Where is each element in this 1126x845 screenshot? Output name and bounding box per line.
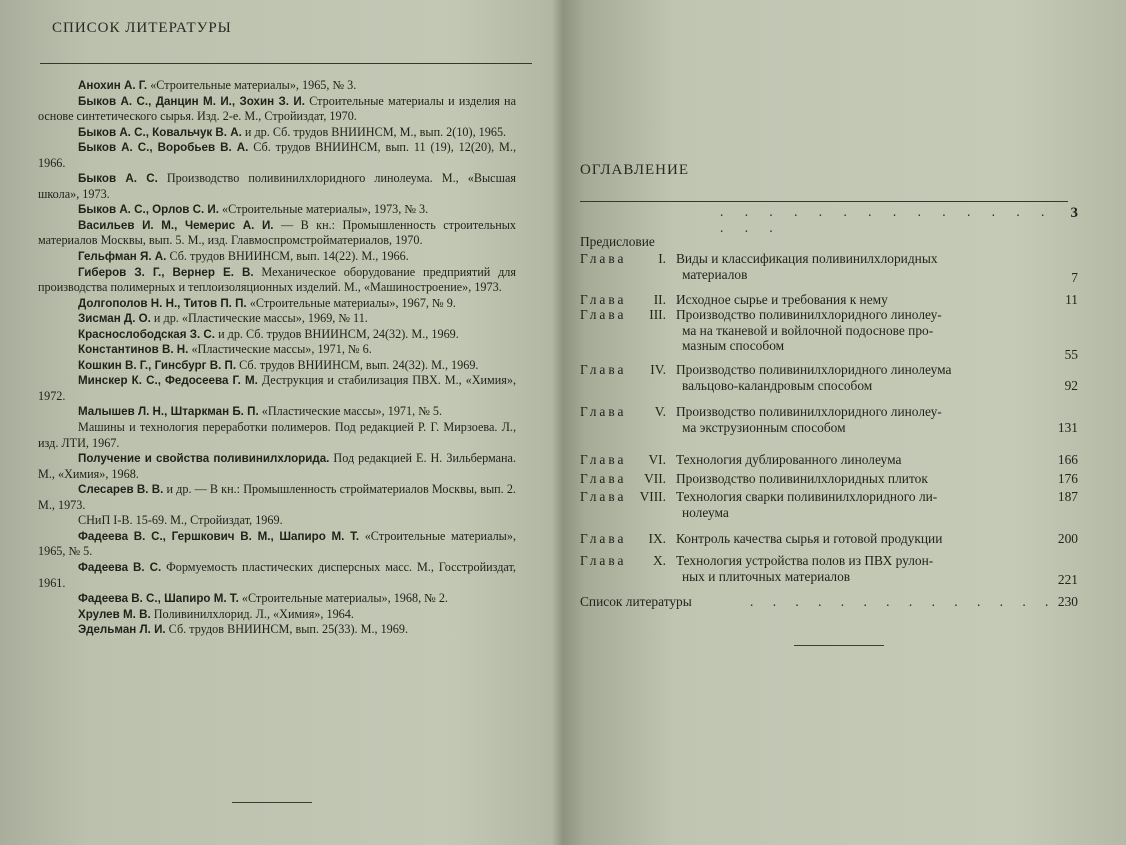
toc-chapter-word: Глава (580, 292, 627, 307)
bibliography-entry (38, 249, 516, 265)
toc-chapter-title-line: Технология устройства полов из ПВХ рулон- (676, 553, 934, 568)
toc-chapter-number: II. (653, 292, 666, 307)
toc-chapter-word: Глава (580, 471, 627, 486)
toc-rule (580, 201, 1068, 202)
entry-author: Фадеева В. С., Гершкович В. М., Шапиро М. Т. (78, 529, 360, 543)
entry-text: Поливинилхлорид. Л., «Химия», 1964. (150, 606, 354, 621)
end-rule (794, 645, 884, 646)
entry-author: Минскер К. С., Федосеева Г. М. (78, 374, 258, 388)
entry-author: Фадеева В. С. (78, 560, 162, 574)
left-page (0, 0, 562, 845)
toc-chapter-label (580, 452, 626, 468)
entry-author: Гельфман Я. А. (78, 250, 167, 264)
toc-chapter-page: 55 (1064, 347, 1078, 362)
entry-text: Машины и технология переработки полимеров. Под редакцией Р. Г. Мирзоева. Л., изд. ЛТИ, 1967. (38, 420, 516, 450)
toc-chapter-page: 11 (1065, 292, 1078, 307)
entry-author: Хрулев М. В. (78, 607, 151, 621)
bibliography-entry (38, 529, 516, 560)
entry-author: Анохин А. Г. (78, 79, 148, 92)
bibliography-entry (38, 607, 516, 623)
entry-author: Гиберов З. Г., Вернер Е. В. (78, 265, 254, 279)
toc-chapter-title (676, 452, 1036, 468)
toc-chapter-label (580, 251, 626, 267)
toc-literature-label: Список литературы (580, 594, 692, 609)
bibliography-entry (38, 327, 516, 343)
toc-chapter-title-line: нолеума (682, 504, 729, 520)
entry-text: Механическое оборудование предприятий для производства полимерных и теплоизоляционных изделий. М., «Машиностроение», 1973. (38, 264, 516, 295)
entry-text: и др. Сб. трудов ВНИИНСМ, 24(32). М., 1969. (215, 326, 459, 341)
toc-preface-label: Предисловие (580, 234, 655, 249)
toc-chapter-page: 176 (1057, 471, 1078, 486)
toc-chapter-number: X. (652, 553, 666, 568)
entry-author: Эдельман Л. И. (78, 623, 166, 637)
entry-author: Быков А. С. (78, 172, 158, 186)
entry-author: Долгополов Н. Н., Титов П. П. (78, 296, 247, 310)
bibliography-entry (38, 404, 516, 420)
bibliography-entry (38, 622, 516, 638)
bibliography-list (38, 78, 516, 638)
entry-text: «Строительные материалы», 1965, № 5. (38, 528, 516, 559)
entry-text: Под редакцией Е. Н. Зильбермана. М., «Химия», 1968. (38, 451, 517, 481)
toc-chapter-label (580, 404, 626, 420)
toc-chapter-word: Глава (580, 452, 627, 467)
toc-chapter-title-line: Технология сварки поливинилхлоридного ли- (676, 489, 938, 504)
running-header: СПИСОК ЛИТЕРАТУРЫ (52, 20, 232, 36)
toc-chapter-title-line: Контроль качества сырья и готовой продукции (676, 531, 943, 546)
entry-text: «Строительные материалы», 1968, № 2. (238, 591, 448, 606)
entry-text: Сб. трудов ВНИИНСМ, вып. 11 (19), 12(20), М., 1966. (38, 140, 516, 170)
entry-text: Деструкция и стабилизация ПВХ. М., «Химия», 1972. (38, 373, 516, 403)
entry-text: и др. Сб. трудов ВНИИНСМ, М., вып. 2(10), 1965. (241, 124, 507, 139)
toc-chapter-title-line: ма экструзионным способом (682, 419, 846, 435)
toc-chapter-title-line: мазным способом (682, 338, 785, 353)
entry-text: «Пластические массы», 1971, № 6. (188, 342, 372, 357)
toc-chapter-word: Глава (580, 553, 627, 568)
entry-author: Быков А. С., Данцин М. И., Зохин З. И. (78, 94, 305, 108)
entry-author: Быков А. С., Ковальчук В. А. (78, 125, 242, 139)
toc-chapter-title-line: Виды и классификация поливинилхлоридных (676, 251, 938, 266)
toc-chapter-page: 7 (1071, 270, 1078, 285)
bibliography-entry (38, 342, 516, 358)
toc-chapter-page: 221 (1057, 572, 1078, 587)
entry-author: Слесарев В. В. (78, 483, 164, 497)
toc-chapter-word: Глава (580, 307, 627, 322)
toc-chapter-page: 187 (1057, 489, 1078, 504)
toc-chapter-title-line: Технология дублированного линолеума (676, 452, 902, 467)
entry-text: Сб. трудов ВНИИНСМ, вып. 24(32). М., 1969. (236, 357, 479, 372)
entry-text: Сб. трудов ВНИИНСМ, вып. 14(22). М., 1966. (166, 249, 409, 264)
toc-chapter-title (676, 362, 1036, 393)
bibliography-entry (38, 311, 516, 327)
toc-chapter-title (676, 251, 1036, 282)
toc-chapter-title-line: Производство поливинилхлоридного линолеу- (676, 404, 942, 419)
toc-chapter-word: Глава (580, 531, 627, 546)
entry-text: и др. — В кн.: Промышленность стройматериалов Москвы, вып. 2. М., 1973. (38, 482, 516, 512)
toc-leader-dots: . . . . . . . . . . . . . . (750, 594, 1057, 609)
entry-author: Кошкин В. Г., Гинсбург В. П. (78, 358, 237, 372)
header-rule (40, 63, 532, 64)
entry-author: Зисман Д. О. (78, 312, 151, 326)
toc-chapter-label (580, 362, 626, 378)
entry-author: Малышев Л. Н., Штаркман Б. П. (78, 405, 259, 419)
toc-chapter-word: Глава (580, 251, 627, 266)
bibliography-entry (38, 140, 516, 171)
bibliography-entry (38, 94, 516, 125)
end-rule (232, 802, 312, 803)
toc-title: ОГЛАВЛЕНИЕ (580, 162, 689, 178)
toc-chapter-number: VIII. (639, 489, 666, 504)
toc-chapter-title (676, 307, 1036, 354)
entry-author: Краснослободская З. С. (78, 327, 216, 341)
toc-chapter-title (676, 531, 1036, 547)
toc-chapter-page: 92 (1064, 378, 1078, 393)
toc-chapter-title-line: Производство поливинилхлоридного линолеума (676, 362, 952, 377)
toc-chapter-number: III. (649, 307, 666, 322)
toc-chapter-label (580, 292, 626, 308)
toc-chapter-page: 166 (1057, 452, 1078, 467)
entry-text: Формуемость пластических дисперсных масс. М., Госстройиздат, 1961. (38, 559, 516, 590)
bibliography-entry (38, 171, 516, 202)
bibliography-entry (38, 513, 516, 529)
entry-author: Васильев И. М., Чемерис А. И. (78, 218, 274, 232)
toc-chapter-title-line: материалов (682, 266, 748, 282)
bibliography-entry (38, 591, 516, 607)
toc-preface-page: 3 (1070, 205, 1078, 221)
toc-chapter-title (676, 471, 1036, 487)
toc-chapter-word: Глава (580, 489, 627, 504)
right-page (566, 0, 1126, 845)
entry-text: «Строительные материалы», 1967, № 9. (246, 295, 456, 310)
toc-chapter-title-line: Производство поливинилхлоридных плиток (676, 471, 928, 486)
toc-chapter-number: VI. (648, 452, 666, 467)
toc-chapter-number: IX. (648, 531, 666, 546)
entry-text: Производство поливинилхлоридного линолеума. М., «Высшая школа», 1973. (38, 171, 516, 201)
entry-text: «Строительные материалы», 1965, № 3. (147, 78, 357, 92)
bibliography-entry (38, 296, 516, 312)
toc-chapter-title (676, 489, 1036, 520)
toc-chapter-title-line: Производство поливинилхлоридного линолеу- (676, 307, 942, 322)
bibliography-entry (38, 202, 516, 218)
bibliography-entry (38, 78, 516, 94)
entry-text: Сб. трудов ВНИИНСМ, вып. 25(33). М., 1969. (165, 622, 409, 637)
toc-chapter-title-line: ма на тканевой и войлочной подоснове про- (682, 322, 934, 338)
entry-text: — В кн.: Промышленность строительных материалов Москвы, вып. 5. М., изд. Главмоспромстройматериалов, 1970. (38, 217, 516, 248)
bibliography-entry (38, 451, 516, 482)
bibliography-entry (38, 265, 516, 296)
toc-chapter-word: Глава (580, 404, 627, 419)
entry-text: СНиП I-В. 15-69. М., Стройиздат, 1969. (78, 513, 283, 528)
toc-chapter-label (580, 489, 626, 505)
bibliography-entry (38, 373, 516, 404)
bibliography-entry (38, 482, 516, 513)
entry-text: «Строительные материалы», 1973, № 3. (219, 202, 429, 217)
toc-chapter-title-line: ных и плиточных материалов (682, 568, 851, 584)
toc-literature (580, 594, 1078, 610)
toc-chapter-title-line: Исходное сырье и требования к нему (676, 292, 888, 307)
entry-author: Быков А. С., Воробьев В. А. (78, 141, 249, 155)
bibliography-entry (38, 218, 516, 249)
entry-author: Быков А. С., Орлов С. И. (78, 203, 219, 217)
entry-text: и др. «Пластические массы», 1969, № 11. (150, 311, 368, 326)
toc-chapter-number: V. (654, 404, 666, 419)
toc-chapter-title-line: вальцово-каландровым способом (682, 377, 873, 393)
toc-chapter-label (580, 307, 626, 323)
bibliography-entry (38, 560, 516, 591)
toc-chapter-number: VII. (644, 471, 666, 486)
entry-text: «Пластические массы», 1971, № 5. (258, 404, 443, 419)
toc-chapter-title (676, 553, 1036, 584)
entry-author: Фадеева В. С., Шапиро М. Т. (78, 592, 239, 606)
toc-leader-dots: . . . . . . . . . . . . . . . . . (720, 204, 1054, 235)
toc-chapter-title (676, 404, 1036, 435)
toc-chapter-label (580, 531, 626, 547)
entry-author: Получение и свойства поливинилхлорида. (78, 452, 330, 466)
entry-author: Константинов В. Н. (78, 343, 189, 357)
toc-chapter-label (580, 553, 626, 569)
toc-chapter-page: 200 (1057, 531, 1078, 546)
entry-text: Строительные материалы и изделия на основе синтетического сырья. Изд. 2-е. М., Стройиздат, 1970. (38, 93, 516, 124)
toc-chapter-label (580, 471, 626, 487)
toc-chapter-word: Глава (580, 362, 627, 377)
toc-literature-page: 230 (1057, 594, 1078, 609)
toc-chapter-page: 131 (1057, 420, 1078, 435)
bibliography-entry (38, 125, 516, 141)
toc-chapter-number: IV. (650, 362, 666, 377)
bibliography-entry (38, 420, 516, 451)
bibliography-entry (38, 358, 516, 374)
toc-chapter-title (676, 292, 1036, 308)
toc-chapter-number: I. (658, 251, 666, 266)
